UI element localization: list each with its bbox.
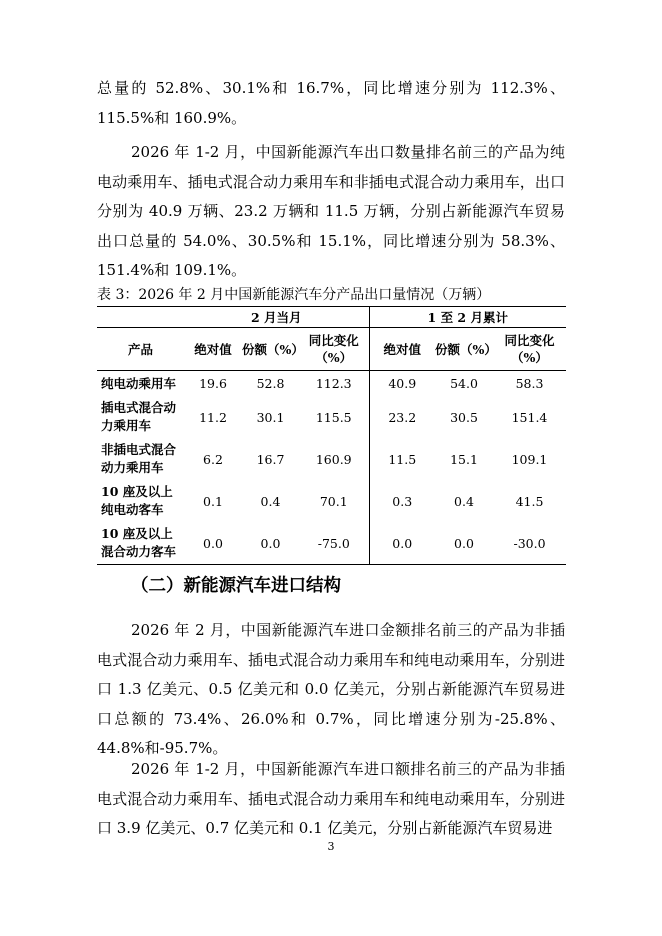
paragraph-export-jan-feb: 2026 年 1-2 月，中国新能源汽车出口数量排名前三的产品为纯电动乘用车、插电式混合动力乘用车和非插电式混合动力乘用车，出口分别为 40.9 万辆、23.2 万辆和 11.5 万辆，分别占新能源汽车贸易出口总量的 54.0%、30.5%和 15.1%，同比增速分别为 58.3%、151.4%和 109.1%。 xyxy=(97,143,565,279)
table-column-header-row xyxy=(97,328,566,371)
product-cell: 非插电式混合动力乘用车 xyxy=(101,442,177,475)
value-cell: 109.1 xyxy=(511,451,548,467)
product-cell: 10 座及以上纯电动客车 xyxy=(101,484,173,517)
group-header-cumulative: 1 至 2 月累计 xyxy=(369,307,566,328)
value-cell: 54.0 xyxy=(450,376,478,391)
col-header-abs-cum: 绝对值 xyxy=(369,328,435,371)
table-row xyxy=(97,522,566,565)
table-row xyxy=(97,480,566,522)
value-cell: 151.4 xyxy=(511,409,548,425)
paragraph-continued: 总量的 52.8%、30.1%和 16.7%，同比增速分别为 112.3%、115.5%和 160.9%。 xyxy=(97,79,565,127)
value-cell: 52.8 xyxy=(256,376,285,391)
value-cell: 30.1 xyxy=(256,409,285,425)
value-cell: -30.0 xyxy=(493,522,566,565)
value-cell: -75.0 xyxy=(299,522,369,565)
product-cell: 10 座及以上混合动力客车 xyxy=(97,522,184,565)
value-cell: 19.6 xyxy=(199,376,227,391)
value-cell: 0.0 xyxy=(242,522,299,565)
col-header-yoy-cum: 同比变化（%） xyxy=(493,328,566,371)
value-cell: 0.1 xyxy=(203,493,223,509)
col-header-share-cum: 份额（%） xyxy=(435,328,493,371)
value-cell: 40.9 xyxy=(369,371,435,397)
value-cell: 0.0 xyxy=(184,522,242,565)
group-header-feb: 2 月当月 xyxy=(184,307,369,328)
value-cell: 0.0 xyxy=(435,522,493,565)
col-header-product: 产品 xyxy=(97,328,184,371)
section-heading: （二）新能源汽车进口结构 xyxy=(131,576,341,596)
value-cell: 70.1 xyxy=(319,493,348,509)
col-header-share: 份额（%） xyxy=(242,328,299,371)
product-cell: 插电式混合动力乘用车 xyxy=(101,400,177,433)
table-row xyxy=(97,371,566,397)
value-cell: 0.3 xyxy=(369,480,435,522)
empty-header-cell xyxy=(97,307,184,328)
table-row xyxy=(97,438,566,480)
value-cell: 11.2 xyxy=(199,409,227,425)
value-cell: 41.5 xyxy=(515,493,544,509)
product-cell: 纯电动乘用车 xyxy=(101,375,177,391)
value-cell: 30.5 xyxy=(450,409,478,425)
value-cell: 0.4 xyxy=(260,493,281,509)
value-cell: 115.5 xyxy=(315,409,352,425)
value-cell: 0.4 xyxy=(454,493,474,509)
value-cell: 16.7 xyxy=(256,451,285,467)
paragraph-import-jan-feb: 2026 年 1-2 月，中国新能源汽车进口额排名前三的产品为非插电式混合动力乘用车、插电式混合动力乘用车和纯电动乘用车，分别进口 3.9 亿美元、0.7 亿美元和 0.1 亿美元，分别占新能源汽车贸易进 xyxy=(97,760,565,837)
table-caption: 表 3：2026 年 2 月中国新能源汽车分产品出口量情况（万辆） xyxy=(97,287,491,303)
value-cell: 112.3 xyxy=(315,376,352,391)
value-cell: 6.2 xyxy=(203,451,223,467)
paragraph-import-feb: 2026 年 2 月，中国新能源汽车进口金额排名前三的产品为非插电式混合动力乘用车、插电式混合动力乘用车和纯电动乘用车，分别进口 1.3 亿美元、0.5 亿美元和 0.0 亿美元，分别占新能源汽车贸易进口总额的 73.4%、26.0%和 0.7%，同比增速分别为-25.8%、44.8%和-95.7%。 xyxy=(97,621,565,757)
table-group-header-row xyxy=(97,307,566,328)
value-cell: 15.1 xyxy=(450,451,478,467)
col-header-abs: 绝对值 xyxy=(184,328,242,371)
table-row xyxy=(97,396,566,438)
col-header-yoy: 同比变化（%） xyxy=(299,328,369,371)
export-table xyxy=(97,306,566,565)
value-cell: 58.3 xyxy=(515,376,544,391)
page-number: 3 xyxy=(327,840,335,853)
value-cell: 160.9 xyxy=(315,451,352,467)
value-cell: 0.0 xyxy=(369,522,435,565)
value-cell: 23.2 xyxy=(369,396,435,438)
value-cell: 11.5 xyxy=(369,438,435,480)
